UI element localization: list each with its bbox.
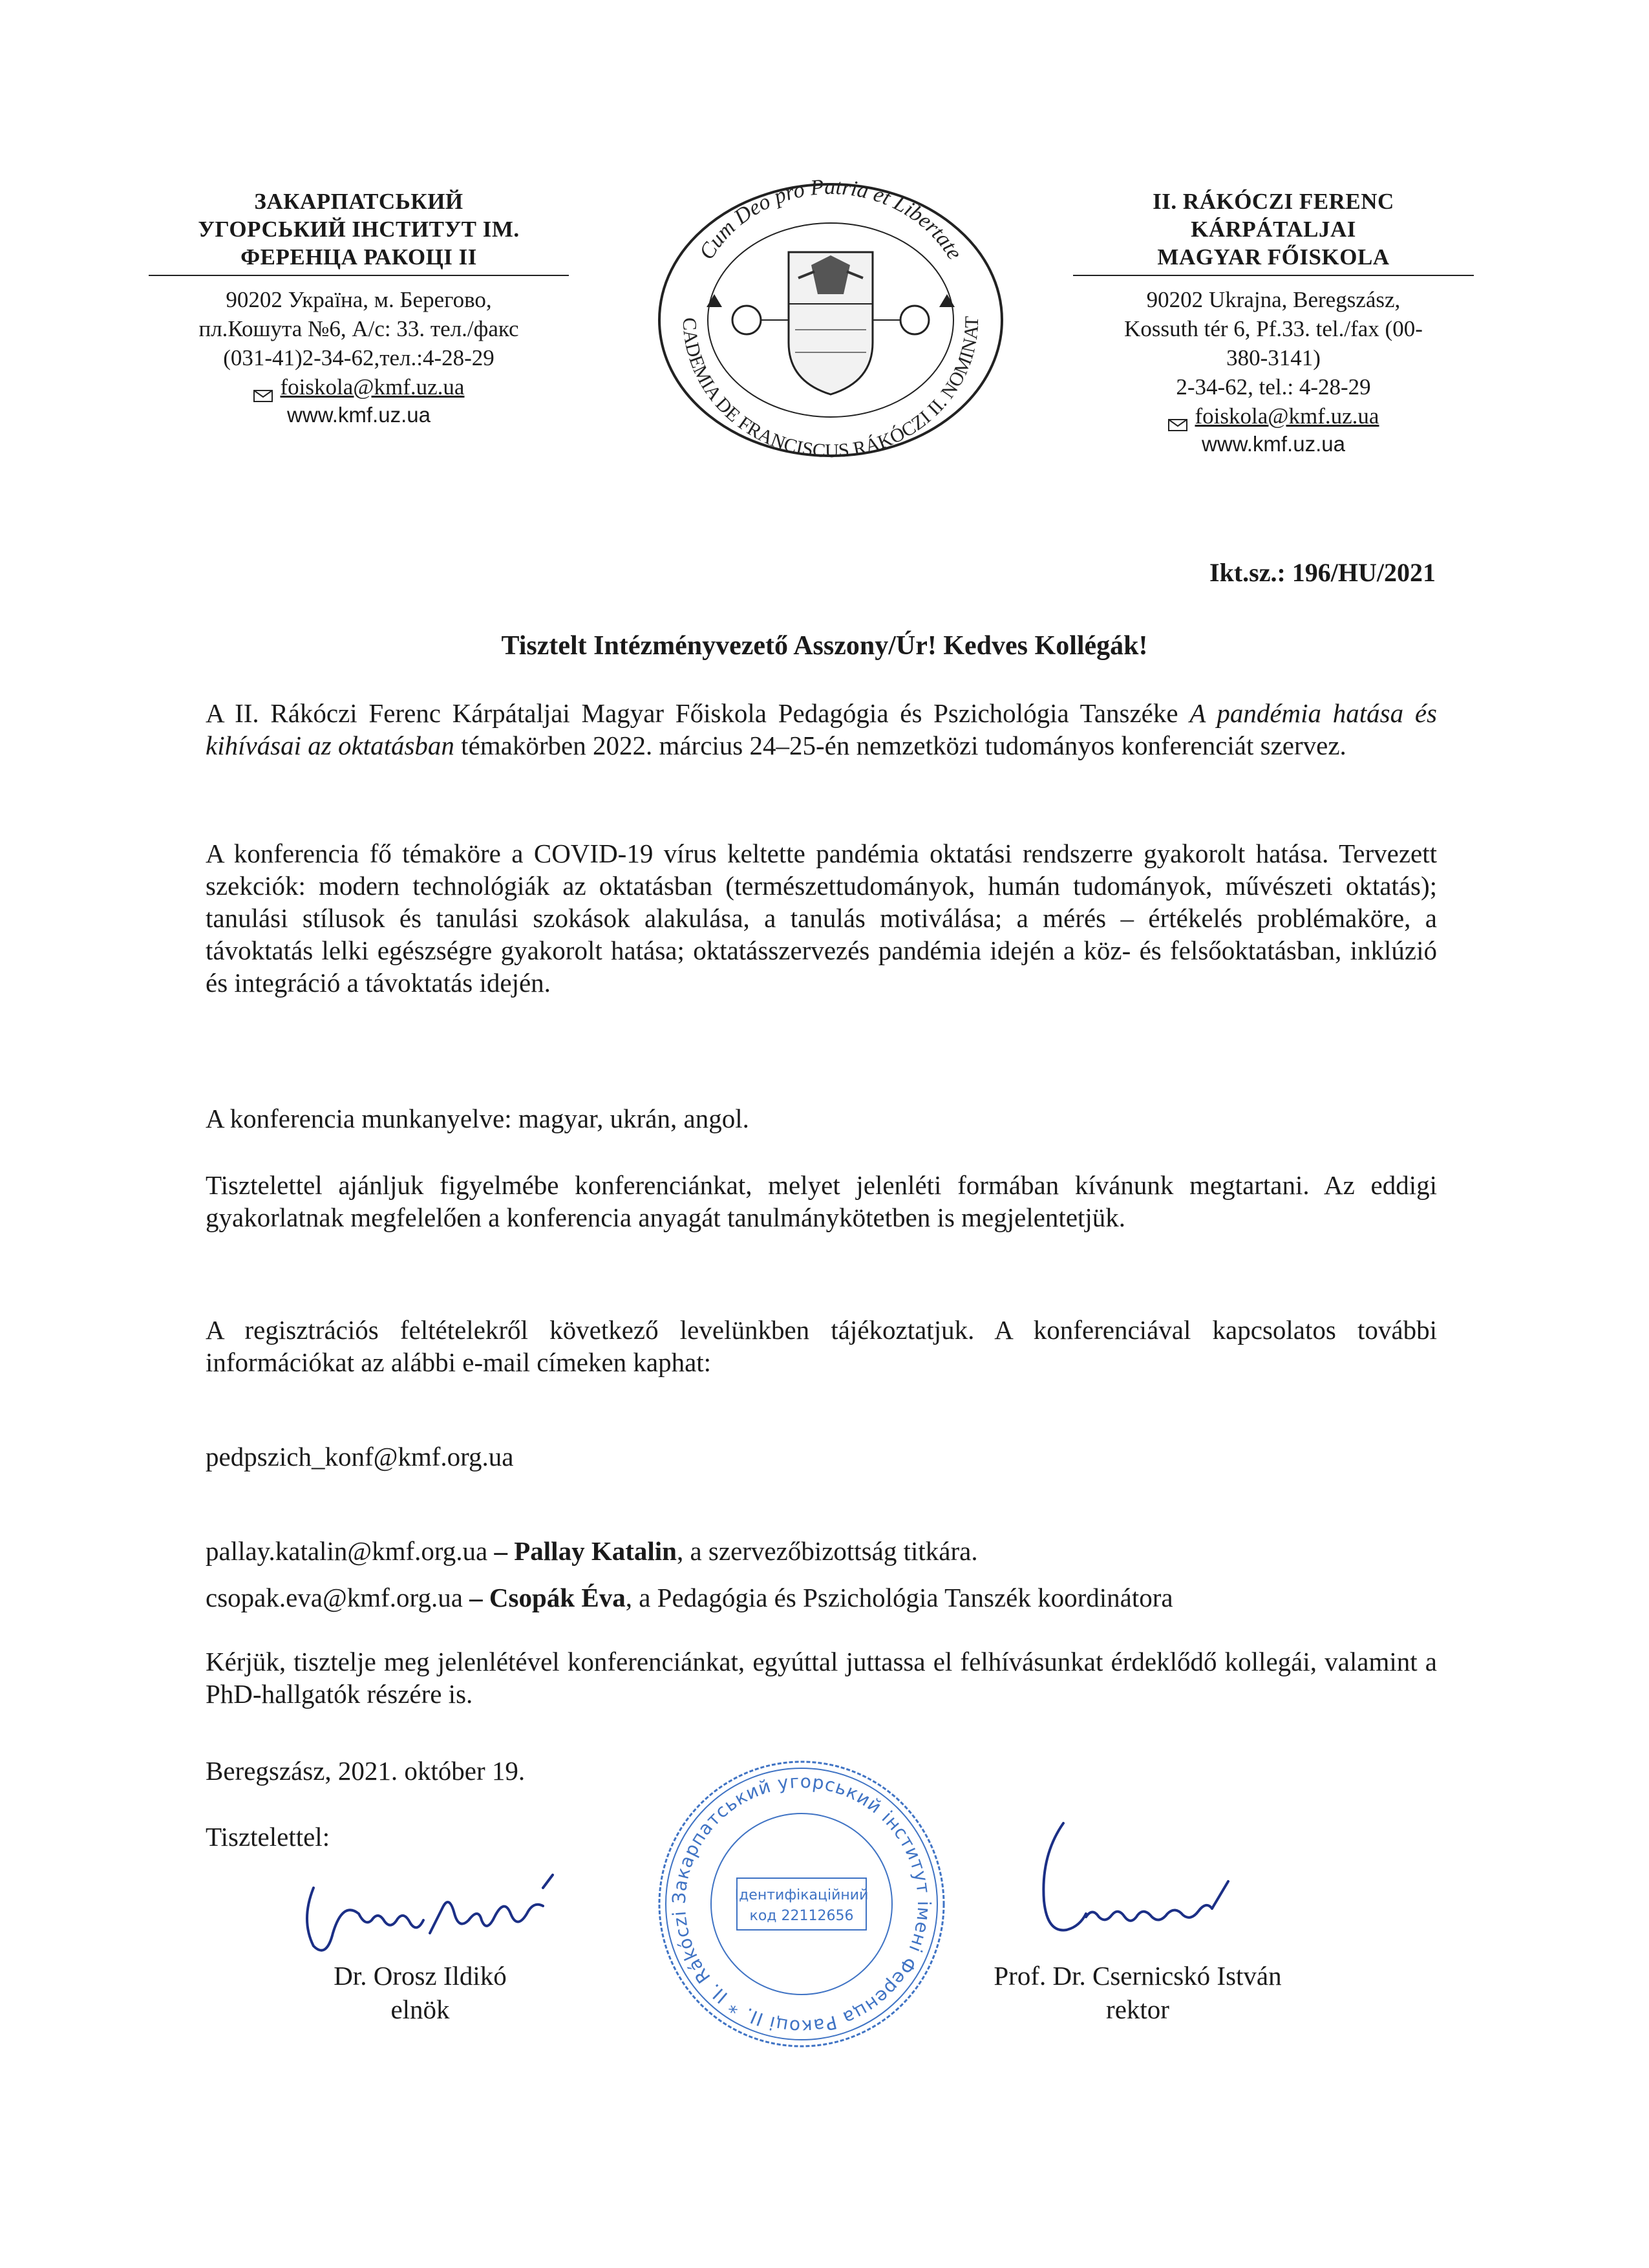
official-stamp (650, 1752, 953, 2056)
contact-email[interactable]: pallay.katalin@kmf.org.ua (206, 1536, 488, 1566)
stamp-id-label: Ідентифікаційний (734, 1887, 869, 1903)
crest-motto-bottom: CADEMIA DE FRANCISCUS RÁKÓCZI II. NOMINAT (678, 317, 983, 462)
signature-left (288, 1849, 579, 1972)
website-ua[interactable]: www.kmf.uz.ua (287, 403, 431, 427)
contact-general-email[interactable]: pedpszich_konf@kmf.org.ua (206, 1442, 514, 1471)
signatory-left (284, 1959, 556, 2026)
header-divider (149, 275, 569, 276)
stamp-ring-text: Закарпатський угорський інститут імені Ференца Ракоці II. * II. Rákóczi (668, 1770, 935, 2038)
contact-email[interactable]: csopak.eva@kmf.org.ua (206, 1583, 463, 1612)
paragraph-invitation: Tisztelettel ajánljuk figyelmébe konferenciánkat, melyet jelenléti formában kívánunk megtartani. Az eddigi gyakorlatnak megfelelően a konferencia anyagát tanulmánykötetben is megjelentetjük. (206, 1170, 1437, 1232)
paragraph-closing-request: Kérjük, tisztelje meg jelenlétével konferenciánkat, egyúttal juttassa el felhívásunkat érdeklődő kollegái, valamint a PhD-hallgatók részére is. (206, 1647, 1437, 1709)
contact-line-secretary: pallay.katalin@kmf.org.ua – Pallay Katalin, a szervezőbizottság titkára. (206, 1536, 978, 1566)
institution-name-hu: II. RÁKÓCZI FERENC KÁRPÁTALJAI MAGYAR FŐISKOLA (1153, 189, 1394, 270)
paragraph-intro: A II. Rákóczi Ferenc Kárpátaljai Magyar Főiskola Pedagógia és Pszichológia Tanszéke A pandémia hatása és kihívásai az oktatásban témakörben 2022. március 24–25-én nemzetközi tudományos konferenciát szervez. (206, 698, 1437, 760)
website-hu[interactable]: www.kmf.uz.ua (1202, 432, 1345, 453)
address-ua: 90202 Україна, м. Берегово, пл.Кошута №6, А/с: 33. тел./факс (031-41)2-34-62,тел.:4-28-29 (198, 287, 519, 370)
stamp-id-code: код 22112656 (749, 1908, 854, 1924)
paragraph-registration: A regisztrációs feltételekről következő levelünkben tájékoztatjuk. A konferenciával kapcsolatos további információkat az alábbi e-mail címeken kaphat: (206, 1315, 1437, 1377)
envelope-icon (1168, 410, 1187, 423)
institution-crest (650, 175, 1012, 465)
envelope-icon (253, 381, 273, 394)
signatory-right-name: Prof. Dr. Csernicskó István (994, 1961, 1282, 1991)
email-line-hu (1073, 401, 1474, 431)
greeting: Tisztelt Intézményvezető Asszony/Úr! Kedves Kollégák! (501, 631, 1148, 661)
header-divider (1073, 275, 1474, 276)
paragraph-languages: A konferencia munkanyelve: magyar, ukrán, angol. (206, 1104, 749, 1133)
institution-name-ua: ЗАКАРПАТСЬКИЙ УГОРСЬКИЙ ІНСТИТУТ ІМ. ФЕРЕНЦА РАКОЦІ ІІ (198, 189, 520, 270)
crest-motto-top: Cum Deo pro Patria et Libertate (694, 175, 967, 264)
conference-title: A pandémia hatása és kihívásai az oktatásban (206, 698, 1437, 760)
contact-name: Pallay Katalin (514, 1536, 677, 1566)
salutation: Tisztelettel: (206, 1822, 330, 1852)
signature-right (1015, 1804, 1286, 1952)
reference-number: Ikt.sz.: 196/HU/2021 (1209, 558, 1436, 587)
signatory-right-title: rektor (1106, 1995, 1169, 2024)
paragraph-topics: A konferencia fő témaköre a COVID-19 vírus keltette pandémia oktatási rendszerre gyakorolt hatása. Tervezett szekciók: modern technológiák az oktatásban (természettudományok, humán tudományok, művészeti oktatás); tanulási stílusok és tanulási szokások alakulása, a tanulás motiválása; a mérés – értékelés problémaköre, a távoktatás lelki egészségre gyakorolt hatása; oktatásszervezés pandémia idején a köz- és felsőoktatásban, inklúzió és integráció a távoktatás idején. (206, 839, 1437, 998)
place-date: Beregszász, 2021. október 19. (206, 1756, 526, 1786)
email-link-hu[interactable]: foiskola@kmf.uz.ua (1195, 403, 1379, 429)
address-hu: 90202 Ukrajna, Beregszász, Kossuth tér 6, Pf.33. tel./fax (00- 380-3141) 2-34-62, tel.: 4-28-29 (1124, 287, 1423, 400)
email-link-ua[interactable]: foiskola@kmf.uz.ua (280, 374, 465, 400)
header-left (149, 187, 569, 429)
contact-name: Csopák Éva (489, 1583, 626, 1612)
email-line-ua (149, 372, 569, 401)
signatory-left-title: elnök (390, 1995, 450, 2024)
contact-line-coordinator: csopak.eva@kmf.org.ua – Csopák Éva, a Pedagógia és Pszichológia Tanszék koordinátora (206, 1583, 1173, 1612)
signatory-left-name: Dr. Orosz Ildikó (334, 1961, 507, 1991)
svg-text:Cum Deo pro Patria et Libertat (695, 175, 967, 264)
header-right (1073, 187, 1474, 453)
signatory-right (970, 1959, 1306, 2026)
